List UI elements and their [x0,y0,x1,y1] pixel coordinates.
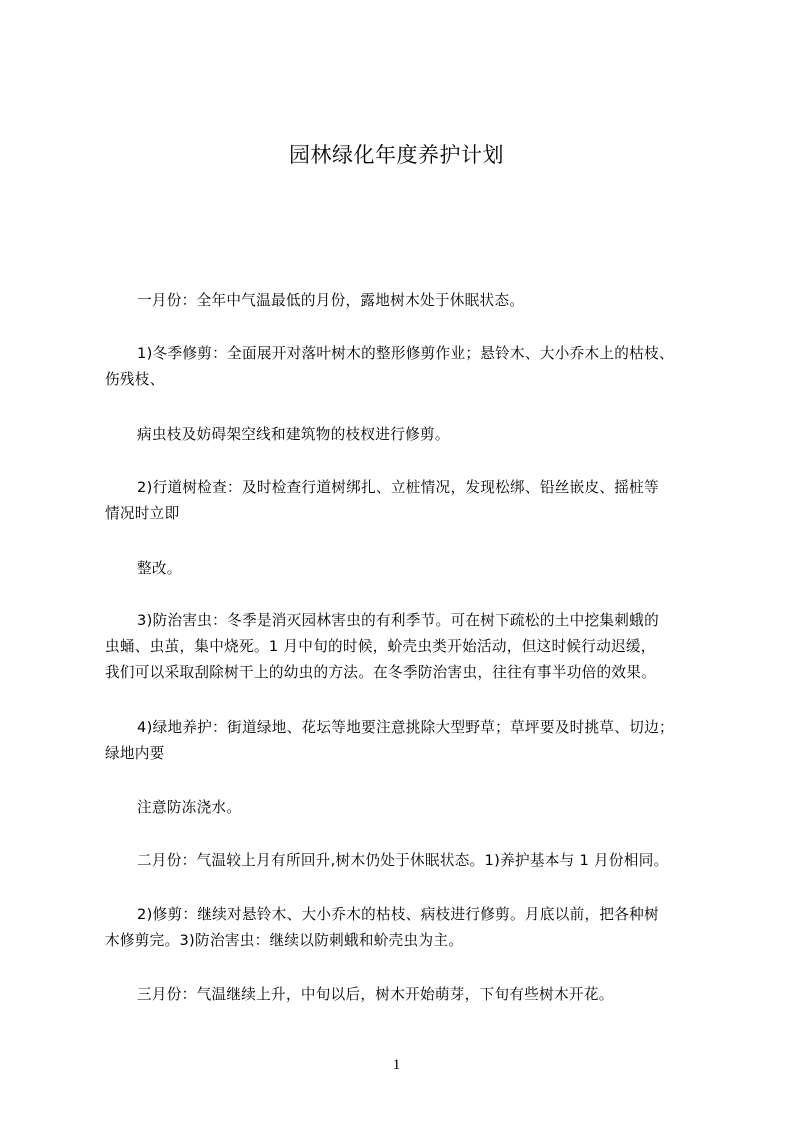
paragraph-january-greenland-detail: 注意防冻浇水。 [137,799,242,816]
paragraph-january-pest-control: 3)防治害虫：冬季是消灭园林害虫的有利季节。可在树下疏松的土中挖集刺蛾的 [137,612,659,629]
paragraph-january-street-trees-detail: 整改。 [137,560,182,577]
paragraph-january-pest-control-cont: 虫蛹、虫茧，集中烧死。1 月中旬的时候，蚧壳虫类开始活动，但这时候行动迟缓， [105,638,656,655]
paragraph-january-pruning-cont: 伤残枝、 [105,371,165,388]
document-title: 园林绿化年度养护计划 [289,143,504,167]
paragraph-january-greenland: 4)绿地养护：街道绿地、花坛等地要注意挑除大型野草；草坪要及时挑草、切边； [137,719,674,736]
paragraph-february-pruning-cont: 木修剪完。3)防治害虫：继续以防刺蛾和蚧壳虫为主。 [105,932,464,949]
paragraph-march-intro: 三月份：气温继续上升，中旬以后，树木开始萌芽，下旬有些树木开花。 [137,986,614,1003]
paragraph-january-pruning: 1)冬季修剪：全面展开对落叶树木的整形修剪作业；悬铃木、大小乔木上的枯枝、 [137,345,674,362]
paragraph-january-pruning-detail: 病虫枝及妨碍架空线和建筑物的枝杈进行修剪。 [137,426,450,443]
paragraph-january-street-trees: 2)行道树检查：及时检查行道树绑扎、立桩情况，发现松绑、铅丝嵌皮、摇桩等 [137,479,659,496]
paragraph-january-intro: 一月份：全年中气温最低的月份，露地树木处于休眠状态。 [137,292,525,309]
paragraph-january-greenland-cont: 绿地内要 [105,745,165,762]
paragraph-january-street-trees-cont: 情况时立即 [105,505,180,522]
paragraph-february-intro: 二月份：气温较上月有所回升,树木仍处于休眠状态。1)养护基本与 1 月份相同。 [137,852,669,869]
paragraph-february-pruning: 2)修剪：继续对悬铃木、大小乔木的枯枝、病枝进行修剪。月底以前，把各种树 [137,906,659,923]
paragraph-january-pest-control-cont2: 我们可以采取刮除树干上的幼虫的方法。在冬季防治害虫，往往有事半功倍的效果。 [105,664,657,681]
page-number: 1 [392,1057,401,1073]
